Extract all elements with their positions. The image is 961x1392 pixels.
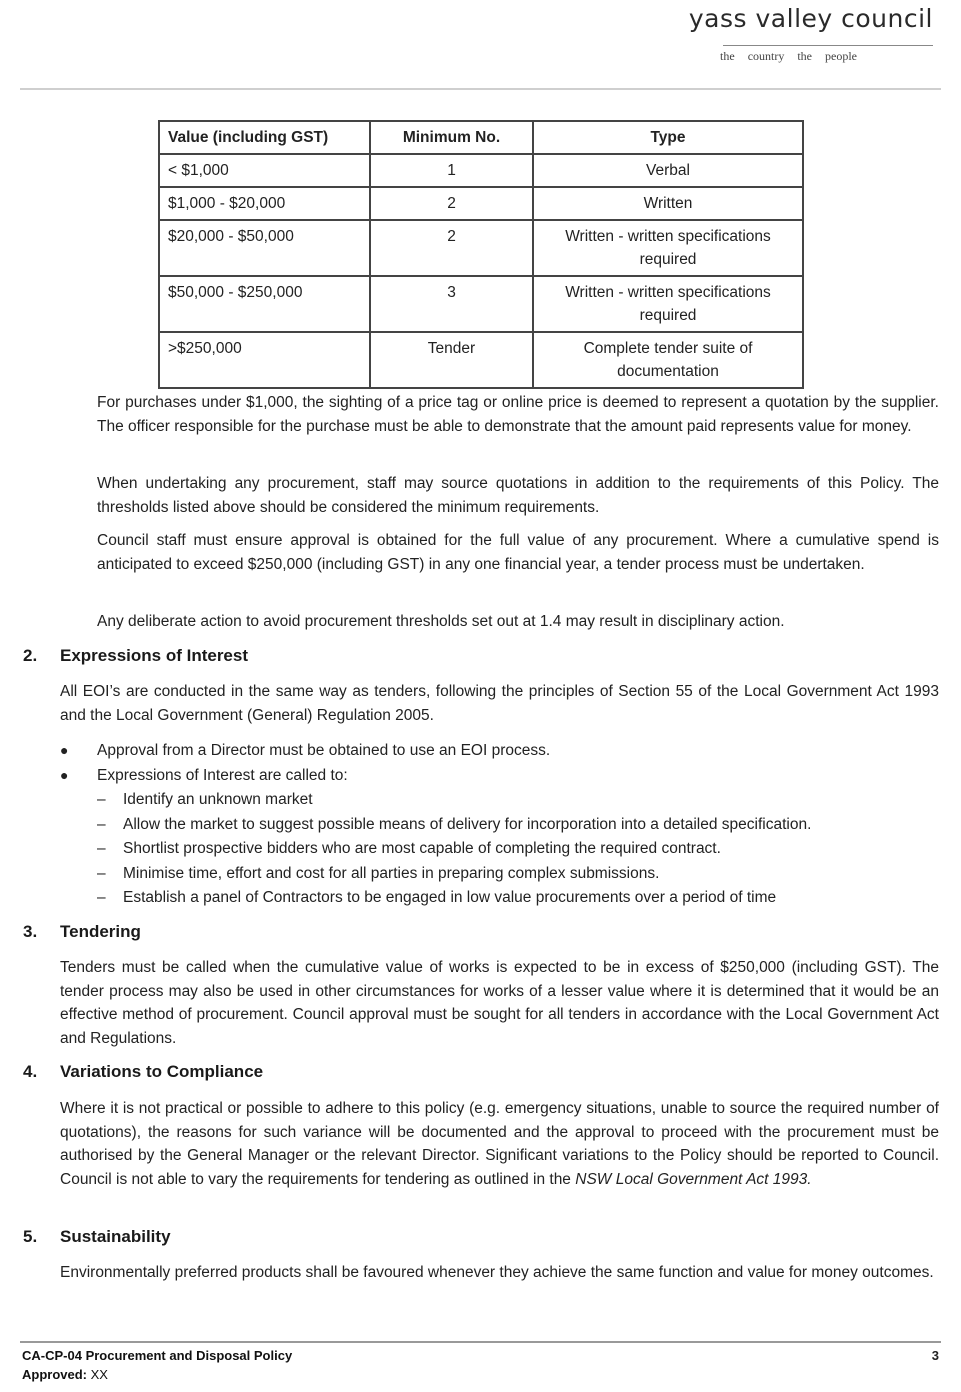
list-item <box>97 813 811 836</box>
table-row <box>159 332 803 388</box>
list-item <box>97 886 776 909</box>
table-cell-minimum: 1 <box>370 154 533 187</box>
footer-doc-title-text: CA-CP-04 Procurement and Disposal Policy <box>22 1348 293 1363</box>
paragraph-additional-quotations: When undertaking any procurement, staff may source quotations in addition to the requirements of this Policy. The thresholds listed above should be considered the minimum requirements. <box>97 475 939 516</box>
logo-name: yass valley council <box>688 4 933 33</box>
dash-icon: – <box>97 816 106 833</box>
dash-icon: – <box>97 889 106 906</box>
list-item <box>97 862 659 885</box>
section-body-variations <box>60 1097 939 1191</box>
section-body-tendering: Tenders must be called when the cumulative value of works is expected to be in excess of $250,000 (including GST). The tender process may also be used in other circumstances for works of a lesser value where it is determined that it would be an effective method of procurement. Council approval must be sought for all tenders in accordance with the Local Government Act and Regulations. <box>60 959 939 1047</box>
section-body-text: Where it is not practical or possible to adhere to this policy (e.g. emergency situations, unable to source the required number of quotations), the reasons for such variance will be documented and the approval to proceed with the procurement must be authorised by the General Manager or the relevant Director. Significant variations to the Policy should be reported to Council. Council is not able to vary the requirements for tendering as outlined in the <box>60 1100 939 1188</box>
council-logo <box>688 4 933 66</box>
section-body-eoi: All EOI’s are conducted in the same way as tenders, following the principles of Section 55 of the Local Government Act 1993 and the Local Government (General) Regulation 2005. <box>60 683 939 724</box>
paragraph-disciplinary: Any deliberate action to avoid procurement thresholds set out at 1.4 may result in disciplinary action. <box>97 613 785 630</box>
table-row <box>159 154 803 187</box>
section-number: 4. <box>23 1062 38 1081</box>
paragraph-price-tag: For purchases under $1,000, the sighting of a price tag or online price is deemed to represent a quotation by the supplier. The officer responsible for the purchase must be able to demonstrate that the amount paid represents value for money. <box>97 394 939 435</box>
list-item <box>97 788 313 811</box>
footer-approved <box>22 1367 108 1382</box>
section-title: Variations to Compliance <box>60 1062 264 1081</box>
section-number: 5. <box>23 1227 38 1246</box>
table-cell-minimum: 2 <box>370 220 533 276</box>
bullet-text: Expressions of Interest are called to: <box>97 767 348 784</box>
table-row <box>159 187 803 220</box>
table-header-type: Type <box>533 121 803 154</box>
footer-approved-label: Approved: <box>22 1367 87 1382</box>
table-cell-type: Verbal <box>533 154 803 187</box>
table-cell-type: Written - written specifications required <box>533 276 803 332</box>
table-cell-value: $1,000 - $20,000 <box>159 187 370 220</box>
dash-icon: – <box>97 840 106 857</box>
quotation-threshold-table <box>158 120 804 389</box>
dash-icon: – <box>97 865 106 882</box>
table-cell-type: Written - written specifications required <box>533 220 803 276</box>
section-title: Expressions of Interest <box>60 646 249 665</box>
section-title: Sustainability <box>60 1227 171 1246</box>
table-cell-minimum: 2 <box>370 187 533 220</box>
section-heading-tendering <box>23 922 141 942</box>
paragraph-approval: Council staff must ensure approval is obtained for the full value of any procurement. Where a cumulative spend is anticipated to exceed $250,000 (including GST) in any one financial year, a tender process must be undertaken. <box>97 532 939 573</box>
section-heading-eoi <box>23 646 248 666</box>
bullet-icon: ● <box>60 742 69 758</box>
table-cell-type: Written <box>533 187 803 220</box>
sub-item-text: Minimise time, effort and cost for all parties in preparing complex submissions. <box>123 865 660 882</box>
table-cell-minimum: 3 <box>370 276 533 332</box>
table-header-row <box>159 121 803 154</box>
section-number: 2. <box>23 646 38 665</box>
sub-item-text: Establish a panel of Contractors to be engaged in low value procurements over a period of time <box>123 889 777 906</box>
table-cell-value: $50,000 - $250,000 <box>159 276 370 332</box>
header-divider <box>20 88 941 90</box>
logo-tagline: the country the people <box>720 49 857 63</box>
table-cell-value: $20,000 - $50,000 <box>159 220 370 276</box>
table-header-value: Value (including GST) <box>159 121 370 154</box>
section-title: Tendering <box>60 922 141 941</box>
bullet-icon: ● <box>60 767 69 783</box>
dash-icon: – <box>97 791 106 808</box>
section-number: 3. <box>23 922 38 941</box>
list-item <box>60 739 550 762</box>
table-cell-type: Complete tender suite of documentation <box>533 332 803 388</box>
footer-approved-value: XX <box>90 1367 108 1382</box>
section-body-sustainability: Environmentally preferred products shall be favoured whenever they achieve the same function and value for money outcomes. <box>60 1264 934 1281</box>
table-row <box>159 220 803 276</box>
section-heading-sustainability <box>23 1227 171 1247</box>
footer-doc-title <box>22 1348 292 1363</box>
sub-item-text: Identify an unknown market <box>123 791 313 808</box>
list-item <box>60 764 348 787</box>
table-row <box>159 276 803 332</box>
table-cell-value: < $1,000 <box>159 154 370 187</box>
page-number: 3 <box>931 1348 939 1363</box>
section-heading-variations <box>23 1062 263 1082</box>
list-item <box>97 837 721 860</box>
bullet-text: Approval from a Director must be obtained to use an EOI process. <box>97 742 551 759</box>
table-cell-value: >$250,000 <box>159 332 370 388</box>
sub-item-text: Allow the market to suggest possible means of delivery for incorporation into a detailed specification. <box>123 816 812 833</box>
logo-underline <box>723 45 933 46</box>
table-cell-minimum: Tender <box>370 332 533 388</box>
sub-item-text: Shortlist prospective bidders who are most capable of completing the required contract. <box>123 840 721 857</box>
table-header-minimum: Minimum No. <box>370 121 533 154</box>
footer-divider <box>20 1341 941 1343</box>
act-citation: NSW Local Government Act 1993. <box>575 1170 812 1188</box>
